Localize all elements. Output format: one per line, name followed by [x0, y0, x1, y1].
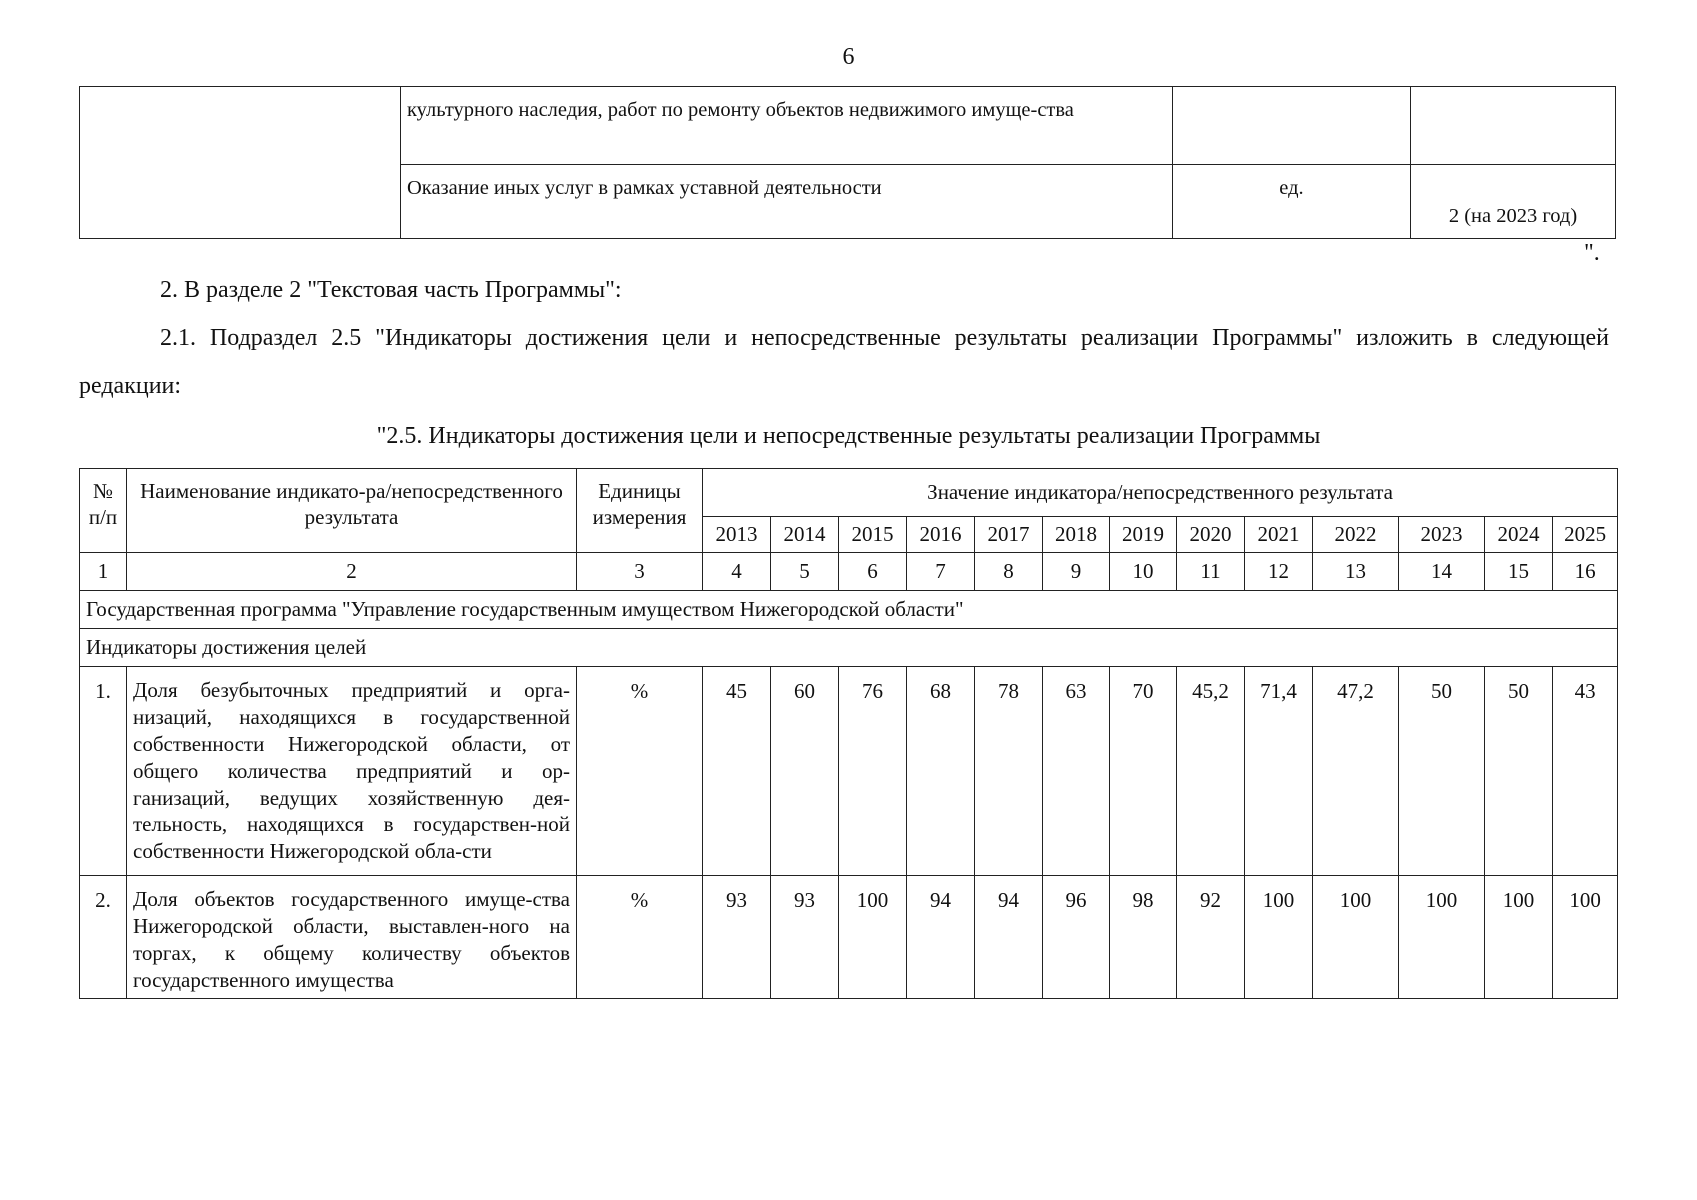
indicator-value: 100	[1313, 876, 1399, 999]
section-title: Индикаторы достижения целей	[80, 629, 1618, 667]
indicator-value: 100	[839, 876, 907, 999]
column-number: 4	[703, 553, 771, 591]
page-number: 6	[842, 44, 855, 70]
indicator-value: 100	[1399, 876, 1485, 999]
column-number: 16	[1553, 553, 1618, 591]
indicator-value: 45	[703, 667, 771, 876]
column-number: 13	[1313, 553, 1399, 591]
column-number: 6	[839, 553, 907, 591]
year-header: 2025	[1553, 517, 1618, 553]
indicator-value: 43	[1553, 667, 1618, 876]
service-name: Оказание иных услуг в рамках уставной деятельности	[401, 165, 1173, 239]
indicator-value: 60	[771, 667, 839, 876]
indicator-unit: %	[577, 667, 703, 876]
indicator-value: 94	[907, 876, 975, 999]
year-header: 2016	[907, 517, 975, 553]
year-header: 2014	[771, 517, 839, 553]
indicator-value: 100	[1245, 876, 1313, 999]
year-header: 2019	[1110, 517, 1177, 553]
value-cell	[1411, 87, 1616, 165]
column-number: 11	[1177, 553, 1245, 591]
column-number: 2	[127, 553, 577, 591]
indicator-value: 93	[703, 876, 771, 999]
column-number: 8	[975, 553, 1043, 591]
indicator-value: 96	[1043, 876, 1110, 999]
year-header: 2023	[1399, 517, 1485, 553]
header-no: № п/п	[80, 469, 127, 553]
value-cell: 2 (на 2023 год)	[1411, 165, 1616, 239]
header-row	[80, 469, 1618, 517]
indicator-number: 1.	[80, 667, 127, 876]
indicator-value: 100	[1485, 876, 1553, 999]
continuation-table	[79, 86, 1616, 239]
year-header: 2017	[975, 517, 1043, 553]
header-value: Значение индикатора/непосредственного результата	[703, 469, 1618, 517]
indicator-value: 78	[975, 667, 1043, 876]
column-number-row	[80, 553, 1618, 591]
column-number: 3	[577, 553, 703, 591]
indicator-value: 63	[1043, 667, 1110, 876]
indicator-number: 2.	[80, 876, 127, 999]
indicator-value: 71,4	[1245, 667, 1313, 876]
paragraph-subsection-2-1: 2.1. Подраздел 2.5 "Индикаторы достижения цели и непосредственные результаты реализации Программы" изложить в следующей редакции:	[79, 325, 1609, 399]
paragraph-section-2: 2. В разделе 2 "Текстовая часть Программы":	[160, 277, 622, 303]
indicator-row	[80, 876, 1618, 999]
indicator-value: 70	[1110, 667, 1177, 876]
indicator-value: 68	[907, 667, 975, 876]
service-name: культурного наследия, работ по ремонту объектов недвижимого имуще-ства	[401, 87, 1173, 165]
indicator-table	[79, 468, 1618, 999]
year-header: 2022	[1313, 517, 1399, 553]
column-number: 15	[1485, 553, 1553, 591]
year-header: 2024	[1485, 517, 1553, 553]
indicator-value: 92	[1177, 876, 1245, 999]
year-header: 2018	[1043, 517, 1110, 553]
indicator-unit: %	[577, 876, 703, 999]
column-number: 14	[1399, 553, 1485, 591]
header-name: Наименование индикато-ра/непосредственного результата	[127, 469, 577, 553]
year-header: 2021	[1245, 517, 1313, 553]
indicator-value: 47,2	[1313, 667, 1399, 876]
indicator-value: 76	[839, 667, 907, 876]
section-heading: "2.5. Индикаторы достижения цели и непосредственные результаты реализации Программы	[376, 423, 1321, 449]
column-number: 7	[907, 553, 975, 591]
unit-cell: ед.	[1173, 165, 1411, 239]
program-title: Государственная программа "Управление государственным имуществом Нижегородской области"	[80, 591, 1618, 629]
closing-quote: ".	[1584, 240, 1600, 266]
year-header: 2013	[703, 517, 771, 553]
indicator-value: 98	[1110, 876, 1177, 999]
column-number: 9	[1043, 553, 1110, 591]
indicator-value: 45,2	[1177, 667, 1245, 876]
column-number: 12	[1245, 553, 1313, 591]
column-number: 5	[771, 553, 839, 591]
indicator-name: Доля безубыточных предприятий и орга-низаций, находящихся в государственной собственности Нижегородской области, от общего количества предприятий и ор-ганизаций, ведущих хозяйственную дея-тельность, находящихся в государствен-ной собственности Нижегородской обла-сти	[127, 667, 577, 876]
indicator-value: 94	[975, 876, 1043, 999]
unit-cell	[1173, 87, 1411, 165]
year-header: 2020	[1177, 517, 1245, 553]
program-row	[80, 591, 1618, 629]
column-number: 10	[1110, 553, 1177, 591]
indicator-value: 50	[1399, 667, 1485, 876]
indicator-value: 93	[771, 876, 839, 999]
section-row	[80, 629, 1618, 667]
table-row	[80, 87, 1616, 165]
empty-cell	[80, 87, 401, 239]
header-unit: Единицы измерения	[577, 469, 703, 553]
indicator-value: 100	[1553, 876, 1618, 999]
indicator-name: Доля объектов государственного имуще-ства Нижегородской области, выставлен-ного на торгах, к общему количеству объектов государственного имущества	[127, 876, 577, 999]
indicator-value: 50	[1485, 667, 1553, 876]
year-header: 2015	[839, 517, 907, 553]
column-number: 1	[80, 553, 127, 591]
indicator-row	[80, 667, 1618, 876]
